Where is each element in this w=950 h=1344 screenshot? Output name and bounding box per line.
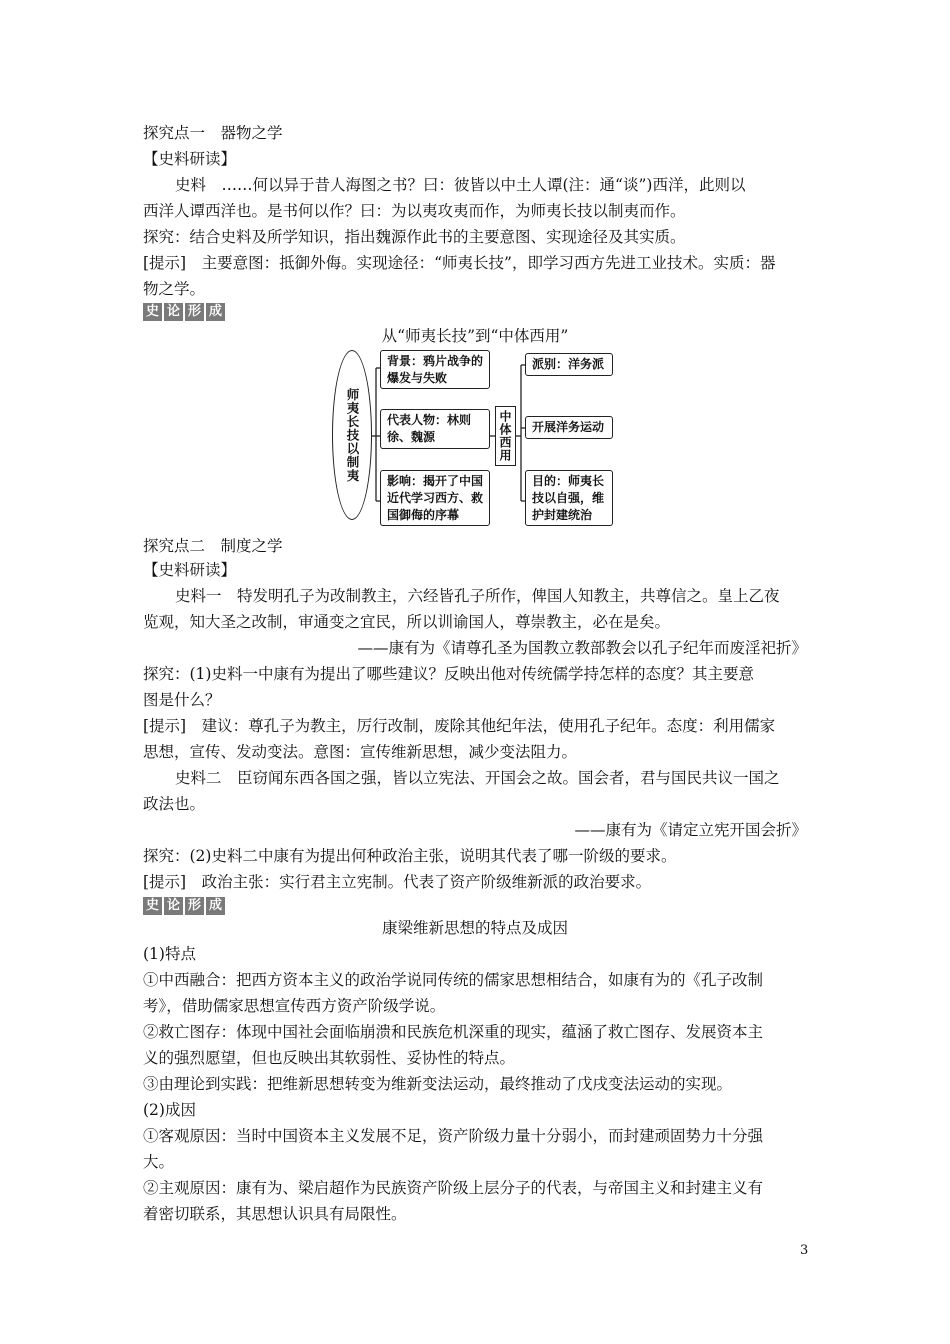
diagram-oval — [332, 350, 372, 520]
badge-char: 史 — [143, 303, 162, 321]
concept-diagram — [330, 346, 620, 530]
source-text: 史料 ……何以异于昔人海图之书？曰：彼皆以中土人谭(注：通“谈”)西洋，此则以 — [175, 176, 746, 194]
summary-text: ②救亡图存：体现中国社会面临崩溃和民族危机深重的现实，蕴涵了救亡图存、发展资本主 — [143, 1023, 764, 1041]
summary-text: ①中西融合：把西方资本主义的政治学说同传统的儒家思想相结合，如康有为的《孔子改制 — [143, 971, 764, 989]
section-tag: 【史料研读】 — [143, 150, 237, 168]
diagram-box-purpose: 目的：师夷长技以自强，维护封建统治 — [525, 470, 613, 526]
question-text: 探究：(1)史料一中康有为提出了哪些建议？反映出他对传统儒学持怎样的态度？其主要意 — [143, 665, 754, 683]
hint-text: 思想，宣传、发动变法。意图：宣传维新思想，减少变法阻力。 — [143, 743, 578, 761]
hint-text: [提示] 主要意图：抵御外侮。实现途径：“师夷长技”，即学习西方先进工业技术。实质：器 — [143, 254, 776, 272]
citation: ——康有为《请定立宪开国会折》 — [574, 821, 807, 839]
question-text: 图是什么？ — [143, 691, 221, 709]
diagram-box-background: 背景：鸦片战争的爆发与失败 — [380, 350, 490, 389]
source-text: 览观，知大圣之改制，审通变之宜民，所以训谕国人，尊崇教主，必在是矣。 — [143, 613, 671, 631]
citation: ——康有为《请尊孔圣为国教立教部教会以孔子纪年而废淫祀折》 — [357, 639, 807, 657]
badge-char: 形 — [185, 303, 204, 321]
badge-char: 史 — [143, 897, 162, 915]
oval-label: 师夷长技以制夷 — [345, 387, 360, 483]
summary-text: ②主观原因：康有为、梁启超作为民族资产阶级上层分子的代表，与帝国主义和封建主义有 — [143, 1179, 764, 1197]
diagram-box-faction: 派别：洋务派 — [525, 353, 613, 376]
badge-char: 论 — [164, 303, 183, 321]
summary-title: 康梁维新思想的特点及成因 — [381, 919, 568, 937]
hint-text: 物之学。 — [143, 280, 206, 298]
summary-subheading: (1)特点 — [143, 945, 196, 963]
badge-char: 成 — [206, 303, 225, 321]
section-badge — [143, 897, 225, 915]
diagram-title: 从“师夷长技”到“中体西用” — [381, 327, 569, 345]
diagram-middle — [495, 406, 516, 466]
badge-char: 论 — [164, 897, 183, 915]
source-text: 政法也。 — [143, 795, 206, 813]
summary-text: 大。 — [143, 1153, 175, 1171]
summary-text: ①客观原因：当时中国资本主义发展不足，资产阶级力量十分弱小，而封建顽固势力十分强 — [143, 1127, 764, 1145]
section-tag: 【史料研读】 — [143, 561, 237, 579]
section-badge — [143, 303, 225, 321]
question-text: 探究：(2)史料二中康有为提出何种政治主张，说明其代表了哪一阶级的要求。 — [143, 847, 677, 865]
summary-text: 着密切联系，其思想认识具有局限性。 — [143, 1205, 407, 1223]
hint-text: [提示] 政治主张：实行君主立宪制。代表了资产阶级维新派的政治要求。 — [143, 873, 652, 891]
summary-text: ③由理论到实践：把维新思想转变为维新变法运动，最终推动了戊戌变法运动的实现。 — [143, 1075, 733, 1093]
page-number: 3 — [800, 1243, 809, 1258]
summary-subheading: (2)成因 — [143, 1101, 196, 1119]
summary-text: 考》，借助儒家思想宣传西方资产阶级学说。 — [143, 997, 446, 1015]
middle-label: 中体西用 — [498, 410, 512, 462]
hint-text: [提示] 建议：尊孔子为教主，厉行改制，废除其他纪年法，使用孔子纪年。态度：利用儒家 — [143, 717, 776, 735]
section-heading: 探究点一 器物之学 — [143, 124, 283, 142]
diagram-box-figures: 代表人物：林则徐、魏源 — [380, 409, 490, 449]
source-text: 史料一 特发明孔子为改制教主，六经皆孔子所作，俾国人知教主，共尊信之。皇上乙夜 — [175, 587, 780, 605]
section-heading: 探究点二 制度之学 — [143, 537, 283, 555]
badge-char: 成 — [206, 897, 225, 915]
diagram-box-influence: 影响：揭开了中国近代学习西方、救国御侮的序幕 — [380, 470, 490, 526]
question-text: 探究：结合史料及所学知识，指出魏源作此书的主要意图、实现途径及其实质。 — [143, 228, 686, 246]
source-text: 西洋人谭西洋也。是书何以作？曰：为以夷攻夷而作，为师夷长技以制夷而作。 — [143, 202, 686, 220]
summary-text: 义的强烈愿望，但也反映出其软弱性、妥协性的特点。 — [143, 1049, 516, 1067]
badge-char: 形 — [185, 897, 204, 915]
diagram-box-movement: 开展洋务运动 — [525, 416, 613, 439]
source-text: 史料二 臣窃闻东西各国之强，皆以立宪法、开国会之故。国会者，君与国民共议一国之 — [175, 769, 780, 787]
